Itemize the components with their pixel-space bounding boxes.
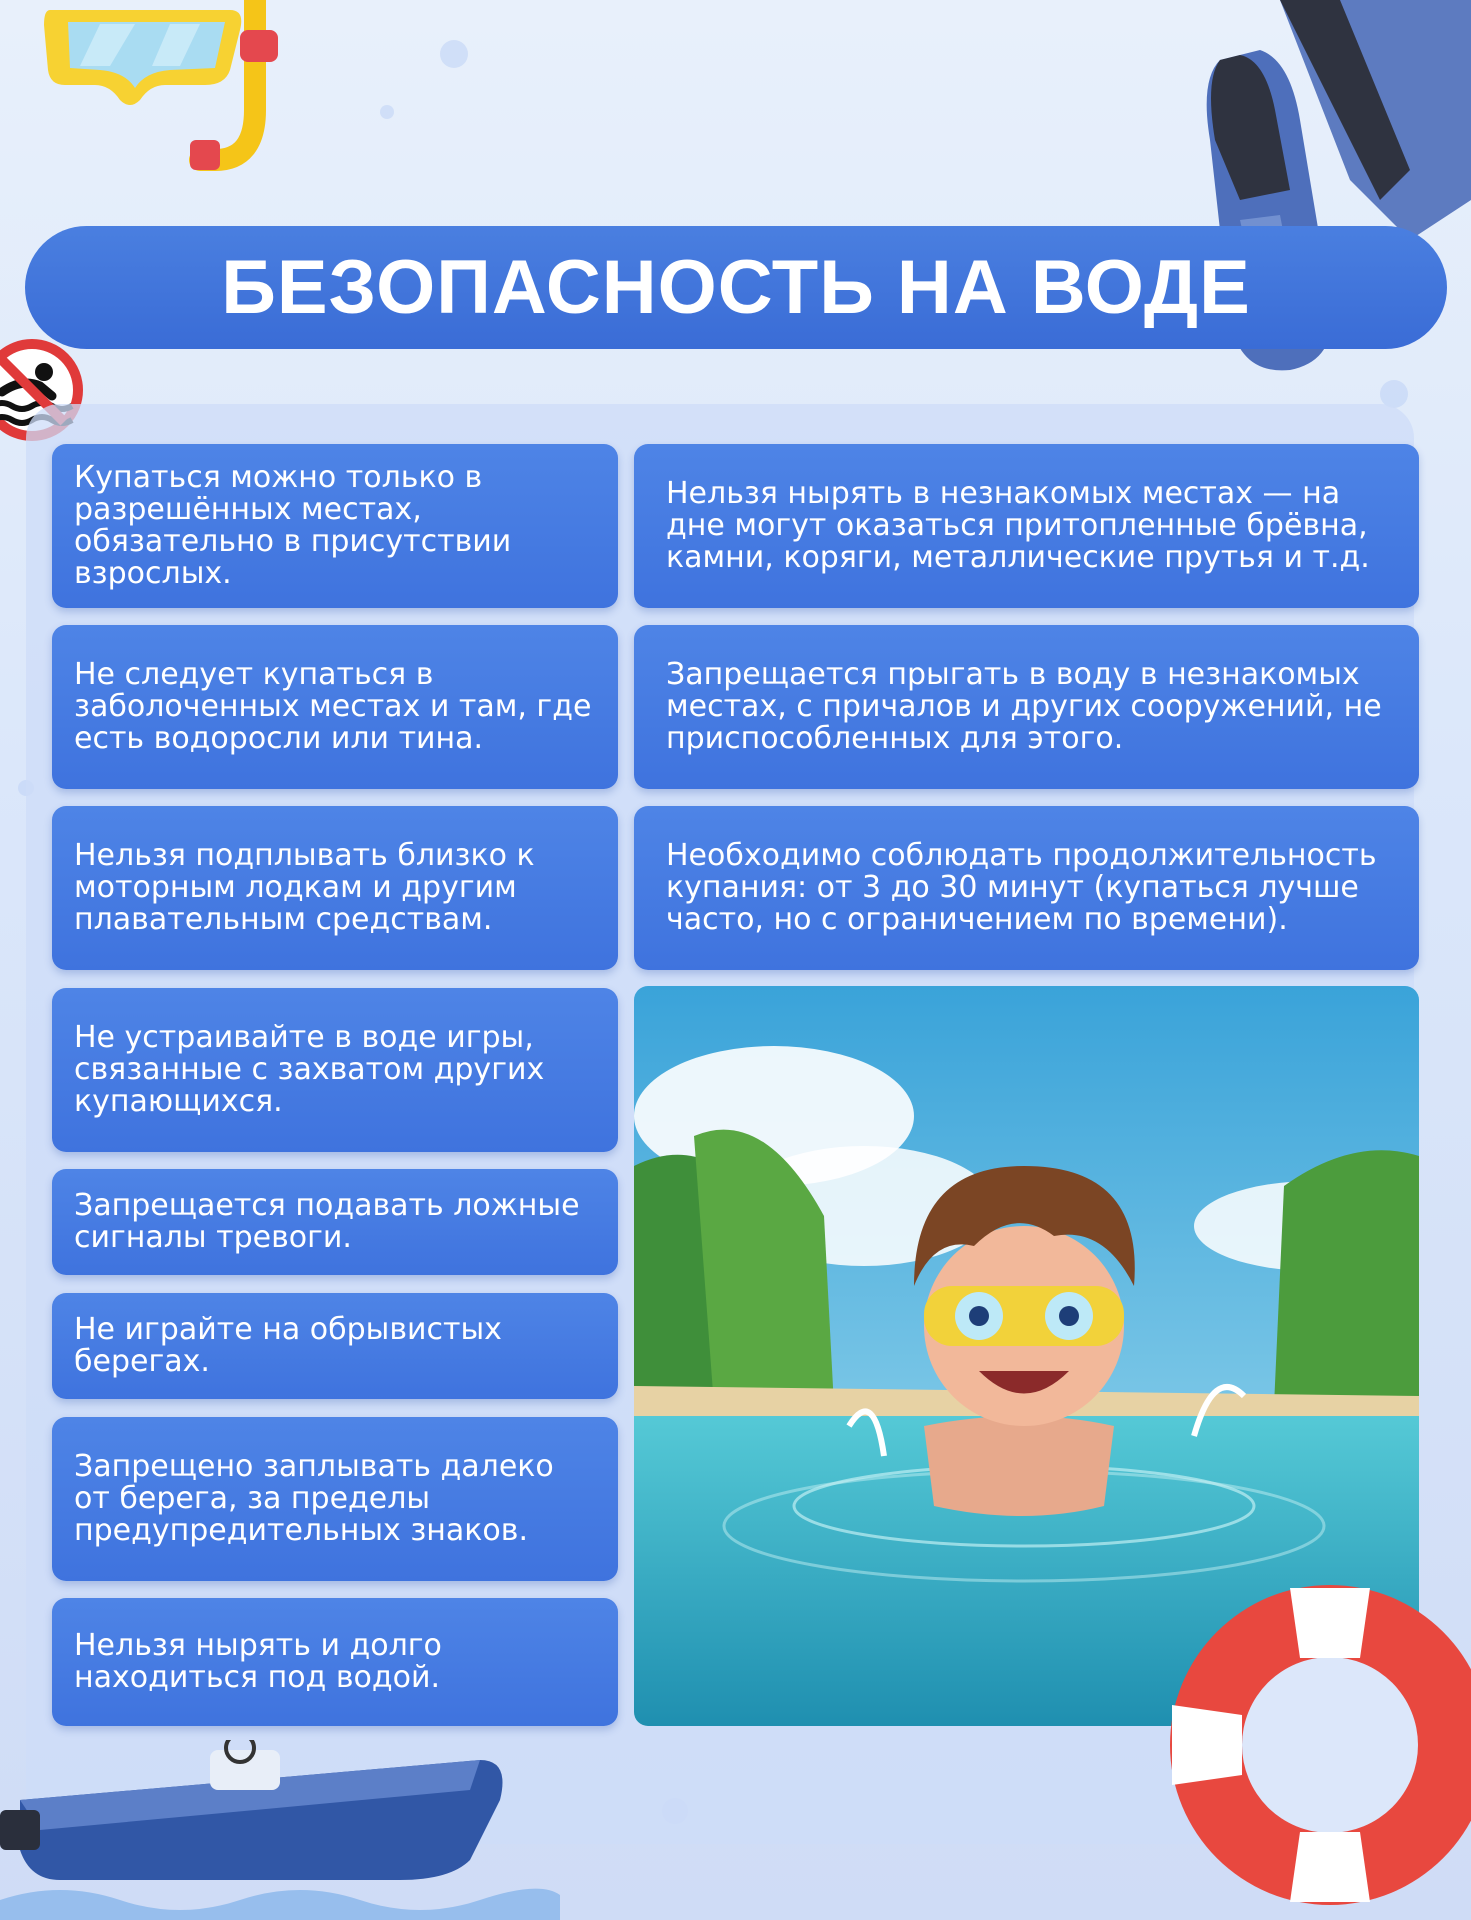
motor-boat-icon — [0, 1740, 520, 1890]
rule-card — [52, 1417, 618, 1581]
bubble — [440, 40, 468, 68]
life-ring-icon — [1140, 1540, 1471, 1920]
rule-card — [634, 806, 1419, 970]
rule-text: Запрещено заплывать далеко от берега, за пределы предупредительных знаков. — [74, 1449, 554, 1548]
rule-card — [52, 444, 618, 608]
rule-card — [634, 625, 1419, 789]
rule-card — [52, 1293, 618, 1399]
rule-text: Не устраивайте в воде игры, связанные с захватом других купающихся. — [74, 1020, 545, 1119]
rule-card — [52, 806, 618, 970]
rule-text: Запрещается прыгать в воду в незнакомых местах, с причалов и других сооружений, не приспособленных для этого. — [666, 657, 1382, 756]
rule-card — [52, 1598, 618, 1726]
rule-text: Не следует купаться в заболоченных местах и там, где есть водоросли или тина. — [74, 657, 592, 756]
rule-card — [52, 625, 618, 789]
snorkel-mask-icon — [40, 0, 300, 175]
rule-text: Запрещается подавать ложные сигналы тревоги. — [74, 1188, 580, 1255]
rule-text: Не играйте на обрывистых берегах. — [74, 1312, 502, 1379]
rule-text: Купаться можно только в разрешённых местах, обязательно в присутствии взрослых. — [74, 460, 512, 591]
rule-card — [634, 444, 1419, 608]
wave-decoration — [0, 1880, 560, 1920]
rule-card — [52, 988, 618, 1152]
rule-text: Необходимо соблюдать продолжительность купания: от 3 до 30 минут (купаться лучше часто, но с ограничением по времени). — [666, 838, 1377, 937]
rule-card — [52, 1169, 618, 1275]
rule-text: Нельзя нырять в незнакомых местах — на дне могут оказаться притопленные брёвна, камни, коряги, металлические прутья и т.д. — [666, 476, 1370, 575]
bubble — [380, 105, 394, 119]
page-title: БЕЗОПАСНОСТЬ НА ВОДЕ — [221, 245, 1251, 330]
rule-text: Нельзя подплывать близко к моторным лодкам и другим плавательным средствам. — [74, 838, 535, 937]
rule-text: Нельзя нырять и долго находиться под водой. — [74, 1628, 442, 1695]
title-banner — [25, 226, 1447, 349]
